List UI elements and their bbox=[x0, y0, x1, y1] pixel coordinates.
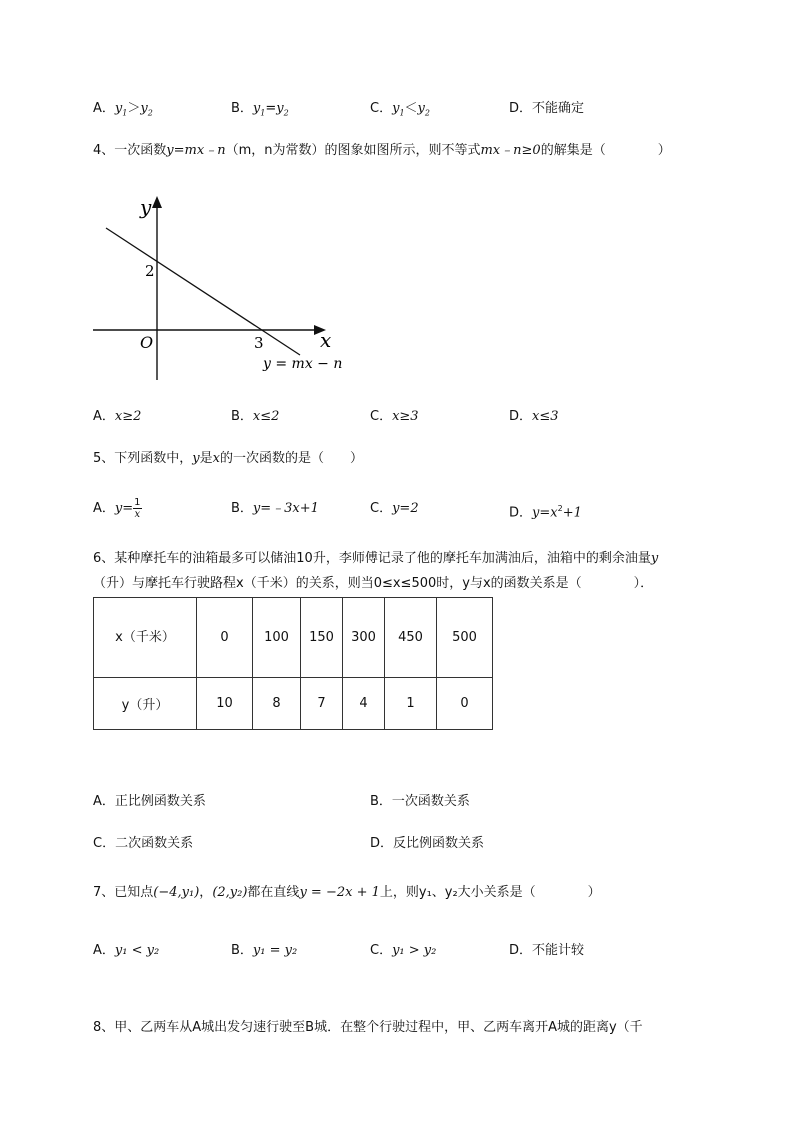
line-label: y = mx − n bbox=[263, 356, 343, 372]
q3-option-a: A．$y_1>y_2$ bbox=[93, 101, 153, 118]
table-cell: 4 bbox=[343, 678, 385, 730]
q6-option-b: B．一次函数关系 bbox=[370, 794, 470, 809]
q7-option-b: B．y₁ = y₂ bbox=[231, 943, 298, 958]
table-cell: 450 bbox=[385, 598, 437, 678]
table-cell: 300 bbox=[343, 598, 385, 678]
q5-stem: 5、下列函数中，y是x的一次函数的是（ ） bbox=[93, 451, 364, 466]
q5-option-b: B．y=﹣3x+1 bbox=[231, 501, 319, 516]
y-axis-arrow bbox=[152, 196, 162, 208]
q6-stem-line1: 6、某种摩托车的油箱最多可以储油10升，李师傅记录了他的摩托车加满油后，油箱中的剩余油量y bbox=[93, 551, 659, 566]
q7-option-a: A．y₁ < y₂ bbox=[93, 943, 160, 958]
function-line bbox=[106, 228, 300, 355]
q4-option-c: C．x≥3 bbox=[370, 409, 419, 424]
q6-stem-line2: （升）与摩托车行驶路程x（千米）的关系，则当0≤x≤500时，y与x的函数关系是（ ）． bbox=[93, 576, 654, 591]
table-cell: 7 bbox=[301, 678, 343, 730]
x-intercept-label: 3 bbox=[254, 334, 264, 352]
q5-option-c: C．y=2 bbox=[370, 501, 419, 516]
q4-option-a: A．x≥2 bbox=[93, 409, 142, 424]
table-cell: 0 bbox=[197, 598, 253, 678]
q4-option-b: B．x≤2 bbox=[231, 409, 280, 424]
q4-graph bbox=[88, 190, 348, 385]
origin-label: O bbox=[140, 333, 154, 352]
y-intercept-label: 2 bbox=[145, 262, 155, 280]
table-row bbox=[94, 598, 493, 678]
q7-option-c: C．y₁ > y₂ bbox=[370, 943, 437, 958]
table-cell: 0 bbox=[437, 678, 493, 730]
fraction: $\frac{1}{x}$ bbox=[134, 497, 141, 520]
q5-option-d: D．$y=x^2+1$ bbox=[509, 504, 582, 521]
row-header-y: y（升） bbox=[94, 678, 197, 730]
table-cell: 8 bbox=[253, 678, 301, 730]
q4-stem: 4、一次函数y=mx﹣n（m，n为常数）的图象如图所示，则不等式mx﹣n≥0的解集是（ ） bbox=[93, 143, 671, 158]
q6-table bbox=[93, 597, 493, 730]
q7-option-d: D．不能计较 bbox=[509, 943, 585, 958]
y-axis-label: y bbox=[140, 195, 152, 219]
table-cell: 10 bbox=[197, 678, 253, 730]
q6-option-c: C．二次函数关系 bbox=[93, 836, 194, 851]
q4-option-d: D．x≤3 bbox=[509, 409, 559, 424]
table-cell: 1 bbox=[385, 678, 437, 730]
table-row bbox=[94, 678, 493, 730]
q3-option-d: D．不能确定 bbox=[509, 101, 585, 116]
q6-option-d: D．反比例函数关系 bbox=[370, 836, 485, 851]
q3-option-c: C．$y_1<y_2$ bbox=[370, 101, 430, 118]
q3-option-b: B．$y_1=y_2$ bbox=[231, 101, 289, 118]
row-header-x: x（千米） bbox=[94, 598, 197, 678]
table-cell: 150 bbox=[301, 598, 343, 678]
x-axis-label: x bbox=[320, 328, 332, 352]
table-cell: 100 bbox=[253, 598, 301, 678]
q8-stem: 8、甲、乙两车从A城出发匀速行驶至B城．在整个行驶过程中，甲、乙两车离开A城的距离y（千 bbox=[93, 1020, 643, 1035]
q7-stem: 7、已知点(−4,y₁)，(2,y₂)都在直线y = −2x + 1上，则y₁、y₂大小关系是（ ） bbox=[93, 885, 601, 900]
table-cell: 500 bbox=[437, 598, 493, 678]
q6-option-a: A．正比例函数关系 bbox=[93, 794, 206, 809]
q5-option-a: A．y= $\frac{1}{x}$ bbox=[93, 497, 141, 520]
